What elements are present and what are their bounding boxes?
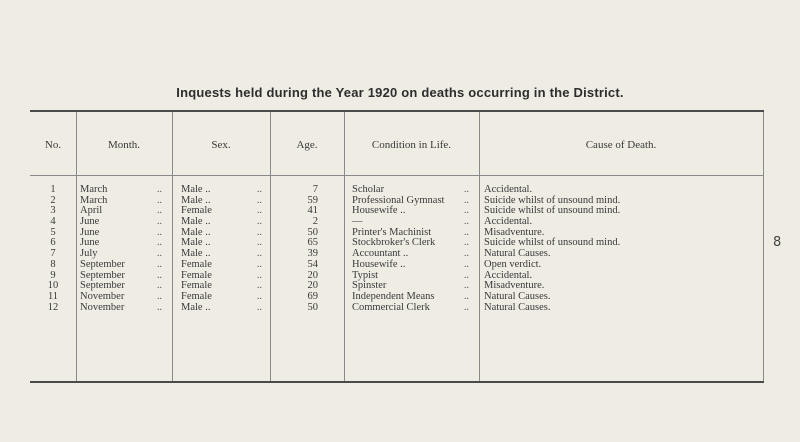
leader-dots: .. [464, 226, 469, 238]
cell-age: 2 [312, 216, 318, 228]
cell-condition: Accountant .. [352, 248, 409, 260]
leader-dots: .. [464, 184, 469, 195]
header-sex: Sex. [211, 139, 231, 151]
cell-sex: Male .. [181, 226, 211, 238]
cell-cause: Natural Causes. [484, 290, 551, 302]
leader-dots: .. [157, 248, 162, 260]
header-age: Age. [296, 139, 318, 151]
cell-age: 65 [307, 237, 318, 249]
leader-dots: .. [257, 216, 262, 228]
leader-dots: .. [464, 258, 469, 270]
inquests-table [30, 110, 764, 383]
cell-condition: Printer's Machinist [352, 226, 432, 238]
cell-cause: Suicide whilst of unsound mind. [484, 237, 621, 249]
cell-month: September [80, 269, 125, 281]
cell-no: 9 [50, 269, 56, 281]
cell-cause: Accidental. [484, 269, 533, 281]
margin-mark: 8 [773, 235, 782, 250]
header-cause: Cause of Death. [585, 139, 657, 151]
cell-cause: Suicide whilst of unsound mind. [484, 194, 621, 206]
cell-cause: Accidental. [484, 216, 533, 228]
leader-dots: .. [157, 237, 162, 249]
cell-cause: Natural Causes. [484, 248, 551, 260]
table-row [30, 206, 764, 217]
cell-month: March [80, 184, 108, 195]
cell-no: 7 [50, 248, 56, 260]
leader-dots: .. [257, 301, 262, 313]
cell-no: 8 [50, 258, 56, 270]
cell-age: 39 [307, 248, 318, 260]
leader-dots: .. [257, 184, 262, 195]
cell-cause: Accidental. [484, 184, 533, 195]
cell-condition: — [352, 216, 363, 228]
cell-month: June [80, 237, 100, 249]
leader-dots: .. [464, 301, 469, 313]
cell-age: 59 [307, 194, 318, 206]
leader-dots: .. [257, 194, 262, 206]
table-row [30, 292, 764, 303]
cell-sex: Male .. [181, 194, 211, 206]
cell-month: June [80, 216, 100, 228]
cell-no: 12 [47, 301, 59, 313]
leader-dots: .. [157, 216, 162, 228]
cell-condition: Typist [352, 269, 379, 281]
leader-dots: .. [157, 280, 162, 292]
cell-age: 50 [307, 301, 318, 313]
leader-dots: .. [157, 194, 162, 206]
leader-dots: .. [464, 205, 469, 217]
leader-dots: .. [464, 194, 469, 206]
cell-condition: Scholar [352, 184, 385, 195]
cell-sex: Female [181, 280, 212, 292]
cell-month: July [80, 248, 98, 260]
table-title: Inquests held during the Year 1920 on deaths occurring in the District. [176, 85, 624, 100]
cell-sex: Male .. [181, 248, 211, 260]
leader-dots: .. [464, 290, 469, 302]
leader-dots: .. [157, 205, 162, 217]
leader-dots: .. [257, 269, 262, 281]
leader-dots: .. [157, 258, 162, 270]
cell-sex: Female [181, 290, 212, 302]
leader-dots: .. [257, 290, 262, 302]
cell-no: 5 [50, 226, 56, 238]
cell-month: November [80, 290, 125, 302]
cell-sex: Female [181, 269, 212, 281]
leader-dots: .. [157, 290, 162, 302]
cell-no: 10 [47, 280, 59, 292]
cell-month: September [80, 280, 125, 292]
cell-sex: Male .. [181, 216, 211, 228]
cell-age: 54 [307, 258, 318, 270]
cell-age: 20 [307, 269, 318, 281]
cell-condition: Independent Means [352, 290, 435, 302]
cell-condition: Professional Gymnast [352, 194, 445, 206]
cell-no: 1 [50, 184, 56, 195]
cell-age: 20 [307, 280, 318, 292]
leader-dots: .. [157, 226, 162, 238]
leader-dots: .. [257, 258, 262, 270]
leader-dots: .. [157, 184, 162, 195]
cell-sex: Male .. [181, 237, 211, 249]
leader-dots: .. [257, 237, 262, 249]
cell-no: 6 [50, 237, 56, 249]
cell-no: 3 [50, 205, 56, 217]
table-row [30, 271, 764, 282]
cell-month: March [80, 194, 108, 206]
cell-cause: Suicide whilst of unsound mind. [484, 205, 621, 217]
leader-dots: .. [157, 301, 162, 313]
cell-month: April [80, 205, 103, 217]
table-row [30, 303, 764, 314]
cell-sex: Male .. [181, 301, 211, 313]
cell-no: 2 [50, 194, 56, 206]
cell-cause: Natural Causes. [484, 301, 551, 313]
header-rule [30, 175, 764, 176]
leader-dots: .. [464, 269, 469, 281]
cell-cause: Open verdict. [484, 258, 542, 270]
table-row [30, 260, 764, 271]
header-no: No. [44, 139, 62, 151]
cell-sex: Female [181, 258, 212, 270]
leader-dots: .. [157, 269, 162, 281]
cell-condition: Spinster [352, 280, 387, 292]
cell-age: 7 [312, 184, 318, 195]
cell-month: September [80, 258, 125, 270]
cell-month: November [80, 301, 125, 313]
header-condition: Condition in Life. [371, 139, 452, 151]
cell-sex: Male .. [181, 184, 211, 195]
leader-dots: .. [257, 280, 262, 292]
leader-dots: .. [464, 216, 469, 228]
cell-sex: Female [181, 205, 212, 217]
cell-condition: Housewife .. [352, 205, 406, 217]
cell-no: 4 [50, 216, 56, 228]
cell-month: June [80, 226, 100, 238]
cell-cause: Misadventure. [484, 280, 545, 292]
leader-dots: .. [257, 226, 262, 238]
leader-dots: .. [464, 248, 469, 260]
table-body [30, 185, 764, 313]
header-month: Month. [107, 139, 141, 151]
cell-no: 11 [47, 290, 59, 302]
cell-cause: Misadventure. [484, 226, 545, 238]
cell-age: 41 [307, 205, 318, 217]
leader-dots: .. [257, 248, 262, 260]
cell-age: 50 [307, 226, 318, 238]
leader-dots: .. [464, 280, 469, 292]
cell-condition: Commercial Clerk [352, 301, 430, 313]
leader-dots: .. [257, 205, 262, 217]
leader-dots: .. [464, 237, 469, 249]
cell-condition: Stockbroker's Clerk [352, 237, 436, 249]
cell-condition: Housewife .. [352, 258, 406, 270]
cell-age: 69 [307, 290, 318, 302]
